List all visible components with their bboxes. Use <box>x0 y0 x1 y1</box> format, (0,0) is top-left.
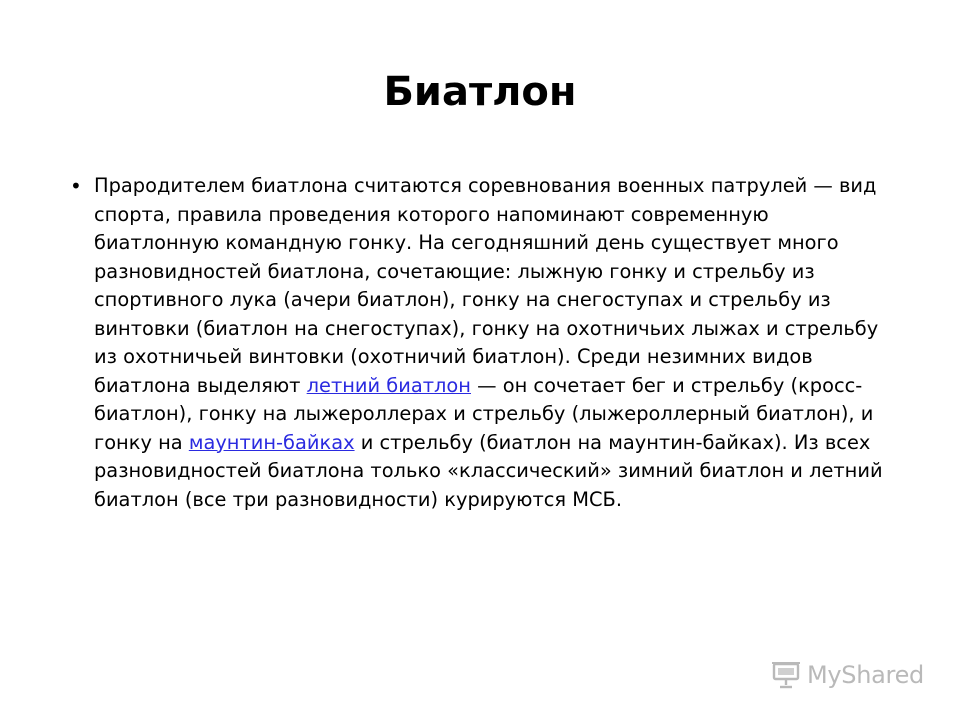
paragraph-text-part3: и стрельбу (биатлон на маунтин-байках). Из всех разновидностей биатлона только «классический» зимний биатлон и летний биатлон (все три разновидности) курируются МСБ. <box>94 430 883 511</box>
bullet-marker: • <box>70 174 82 198</box>
bullet-paragraph <box>94 172 890 514</box>
paragraph-text-part1: Прародителем биатлона считаются соревнования военных патрулей — вид спорта, правила проведения которого напоминают современную биатлонную командную гонку. На сегодняшний день существует много разновидностей биатлона, сочетающие: лыжную гонку и стрельбу из спортивного лука (ачери биатлон), гонку на снегоступах и стрельбу из винтовки (биатлон на снегоступах), гонку на охотничьих лыжах и стрельбу из охотничьей винтовки (охотничий биатлон). Среди незимних видов биатлона выделяют <box>94 174 879 397</box>
mountain-bikes-link[interactable]: маунтин-байках <box>188 430 355 454</box>
watermark-logo-text: MyShared <box>806 661 924 689</box>
bullet-item <box>70 172 910 514</box>
slide-title: Биатлон <box>383 69 577 115</box>
summer-biathlon-link[interactable]: летний биатлон <box>306 373 471 397</box>
slide-body <box>70 172 910 514</box>
projector-screen-icon <box>771 661 801 689</box>
paragraph-text-part2: — он сочетает бег и стрельбу (кросс-биатлон), гонку на лыжероллерах и стрельбу (лыжероллерный биатлон), и гонку на <box>94 373 874 454</box>
myshared-watermark <box>771 658 924 692</box>
